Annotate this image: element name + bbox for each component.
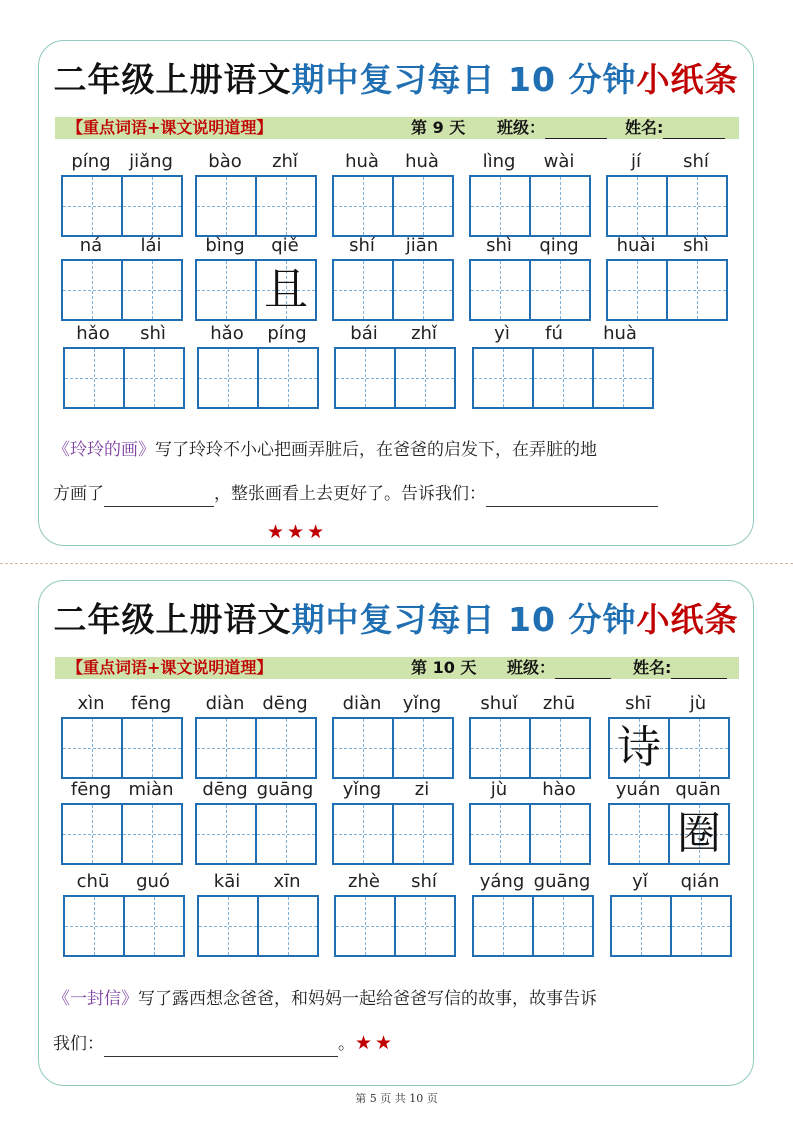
pinyin [469,151,589,173]
pinyin-syllable: quān [675,779,721,800]
pinyin [334,323,454,345]
box-char [534,349,592,407]
writing-box[interactable] [332,259,394,321]
box-char [63,261,121,319]
writing-box[interactable] [259,347,319,409]
pinyin [469,693,589,715]
box-char [471,719,529,777]
pinyin [61,151,181,173]
title-review: 期中复习每日 10 分钟 [291,600,637,639]
box-char [394,261,452,319]
writing-box[interactable] [63,347,125,409]
writing-box[interactable] [534,895,594,957]
box-char [197,805,255,863]
sentence-text: 方画了 [53,484,104,504]
class-label: 班级： [497,118,546,137]
writing-box[interactable] [123,717,183,779]
writing-box[interactable] [394,717,454,779]
box-char [534,897,592,955]
pinyin-syllable: huà [603,323,637,344]
pinyin [608,779,728,801]
pinyin-syllable: guó [136,871,170,892]
pinyin [195,151,315,173]
sentence-text: ，整张画看上去更好了。告诉我们： [214,484,486,504]
pinyin-syllable: jí [630,151,641,172]
pinyin-syllable: jù [490,779,508,800]
writing-box[interactable] [197,895,259,957]
name-label: 姓名: [633,658,672,677]
practice-card-day-9 [38,40,754,546]
pinyin-syllable: huài [616,235,656,256]
card-title [39,597,753,643]
pinyin-syllable: jù [689,693,707,714]
writing-box[interactable] [469,803,531,865]
writing-box[interactable] [670,803,730,865]
pinyin-syllable: xīn [273,871,301,892]
pinyin-syllable: dēng [202,779,248,800]
page-footer: 第 5 页 共 10 页 [355,1092,438,1105]
pinyin [606,235,726,257]
box-char [65,897,123,955]
pinyin-syllable: dēng [262,693,308,714]
box-char [63,719,121,777]
writing-box[interactable] [334,347,396,409]
section-label: 【重点词语+课文说明道理】 [67,658,273,677]
box-char [594,349,652,407]
writing-box[interactable] [469,175,531,237]
pinyin-syllable: shì [486,235,512,256]
class-blank[interactable] [545,122,607,139]
title-review: 期中复习每日 10 分钟 [291,60,637,99]
star-icon: ★★ [355,1032,396,1054]
sentence-text: 写了露西想念爸爸，和妈妈一起给爸爸写信的故事，故事告诉 [138,989,597,1009]
pinyin-syllable: xìn [77,693,105,714]
pinyin-syllable: zi [414,779,430,800]
pinyin-syllable: huà [405,151,439,172]
box-char [670,719,728,777]
card-title [39,57,753,103]
pinyin-syllable: fēng [70,779,112,800]
writing-box[interactable] [472,347,534,409]
box-char [471,805,529,863]
box-char [197,719,255,777]
pinyin-syllable: chū [76,871,110,892]
pinyin-syllable: qiě [271,235,299,256]
pinyin-syllable: píng [71,151,111,172]
pinyin-syllable: lái [140,235,162,256]
box-char [612,897,670,955]
pinyin [63,871,183,893]
box-char [474,349,532,407]
box-char [531,261,589,319]
box-char [125,349,183,407]
box-char [608,177,666,235]
pinyin-syllable: wài [543,151,575,172]
writing-box[interactable] [396,347,456,409]
pinyin-syllable: bào [208,151,242,172]
writing-box[interactable] [610,895,672,957]
box-char [259,897,317,955]
box-char [197,261,255,319]
writing-box[interactable] [257,803,317,865]
box-char [125,897,183,955]
pinyin-syllable: zhǐ [272,151,298,172]
pinyin-syllable: fú [545,323,563,344]
cut-divider [0,563,793,564]
title-note: 小纸条 [636,600,739,639]
pinyin [63,323,183,345]
pinyin [195,693,315,715]
pinyin-syllable: diàn [342,693,382,714]
name-blank[interactable] [671,662,727,679]
day-label: 第 10 天 [411,658,477,677]
sentence-text: 。 [338,1034,355,1054]
pinyin-syllable: yǐng [342,779,382,800]
book-title: 《玲玲的画》 [53,440,155,460]
lesson-sentence-line-2 [53,481,743,507]
writing-box[interactable] [259,895,319,957]
box-char [123,805,181,863]
name-blank[interactable] [663,122,725,139]
pinyin-syllable: shí [683,151,709,172]
writing-box[interactable] [668,175,728,237]
pinyin-syllable: hào [542,779,576,800]
pinyin [332,693,452,715]
pinyin-syllable: hǎo [76,323,110,344]
pinyin-syllable: yì [494,323,510,344]
pinyin [197,323,317,345]
class-label: 班级： [507,658,556,677]
box-char [471,177,529,235]
name-field[interactable] [625,117,725,139]
practice-card-day-10 [38,580,754,1086]
writing-box[interactable] [257,259,317,321]
pinyin-syllable: ná [79,235,103,256]
pinyin-syllable: miàn [128,779,174,800]
writing-box[interactable] [606,259,668,321]
pinyin-syllable: zhǐ [411,323,437,344]
pinyin [197,871,317,893]
writing-box[interactable] [123,259,183,321]
book-title: 《一封信》 [53,989,138,1009]
box-char [394,805,452,863]
writing-box[interactable] [197,347,259,409]
pinyin-syllable: shí [411,871,437,892]
pinyin-syllable: qián [680,871,720,892]
pinyin [469,235,589,257]
pinyin-syllable: yǐng [402,693,442,714]
pinyin [195,235,315,257]
box-char [471,261,529,319]
box-char: 且 [264,264,308,315]
pinyin-syllable: yuán [615,779,661,800]
pinyin-syllable: huà [345,151,379,172]
writing-box[interactable] [606,175,668,237]
writing-box[interactable] [257,717,317,779]
pinyin [61,235,181,257]
writing-box[interactable] [63,895,125,957]
box-char [197,177,255,235]
lesson-sentence-line-1 [53,437,743,463]
box-char [531,805,589,863]
box-char [394,719,452,777]
pinyin-syllable: jiǎng [129,151,173,172]
writing-box[interactable] [531,717,591,779]
pinyin-syllable: zhū [542,693,576,714]
box-char [336,349,394,407]
writing-box[interactable] [608,717,670,779]
writing-box[interactable] [61,803,123,865]
pinyin [606,151,726,173]
pinyin-syllable: shì [683,235,709,256]
pinyin [469,779,589,801]
lesson-sentence-line-2 [53,1030,743,1057]
writing-box[interactable] [394,175,454,237]
writing-box[interactable] [668,259,728,321]
writing-box[interactable] [469,259,531,321]
box-char [199,349,257,407]
pinyin [195,779,315,801]
pinyin-syllable: píng [267,323,307,344]
box-char: 诗 [617,722,661,773]
day-label: 第 9 天 [411,118,466,137]
pinyin [610,871,730,893]
box-char [334,177,392,235]
box-char [334,719,392,777]
pinyin-syllable: qing [539,235,579,256]
pinyin-syllable: jiān [405,235,439,256]
writing-box[interactable] [472,895,534,957]
box-char [396,897,454,955]
pinyin-syllable: hǎo [210,323,244,344]
writing-box[interactable] [195,175,257,237]
section-label: 【重点词语+课文说明道理】 [67,118,273,137]
name-field[interactable] [633,657,727,679]
writing-box[interactable] [396,895,456,957]
difficulty-rating [267,519,387,546]
header-bar [55,117,739,139]
box-char [334,261,392,319]
answer-blank[interactable] [486,488,658,507]
pinyin-syllable: kāi [213,871,241,892]
pinyin-syllable: zhè [348,871,380,892]
lesson-sentence-line-1 [53,986,743,1012]
writing-box[interactable] [61,717,123,779]
writing-box[interactable] [123,175,183,237]
box-char [65,349,123,407]
pinyin-syllable: diàn [205,693,245,714]
sentence-text: 我们： [53,1034,104,1054]
name-label: 姓名: [625,118,664,137]
box-char [199,897,257,955]
writing-box[interactable] [125,895,185,957]
pinyin [332,779,452,801]
box-char [396,349,454,407]
star-icon: ★★★ [267,521,328,543]
pinyin-syllable: fēng [130,693,172,714]
pinyin-syllable: shì [140,323,166,344]
box-char [531,177,589,235]
writing-box[interactable] [672,895,732,957]
pinyin-syllable: shī [625,693,651,714]
pinyin [61,693,181,715]
pinyin-syllable: lìng [482,151,516,172]
writing-box[interactable] [195,803,257,865]
title-grade: 二年级上册语文 [53,600,292,639]
writing-box[interactable] [61,259,123,321]
writing-box[interactable] [531,803,591,865]
writing-box[interactable] [594,347,654,409]
title-note: 小纸条 [636,60,739,99]
writing-box[interactable] [332,175,394,237]
pinyin-syllable: bái [350,323,378,344]
box-char [336,897,394,955]
pinyin [608,693,728,715]
writing-box[interactable] [394,259,454,321]
class-blank[interactable] [555,662,611,679]
sentence-text: 写了玲玲不小心把画弄脏后，在爸爸的启发下，在弄脏的地 [155,440,597,460]
pinyin [472,323,652,345]
box-char [610,805,668,863]
pinyin-syllable: bìng [205,235,245,256]
pinyin [332,235,452,257]
box-char [672,897,730,955]
writing-box[interactable] [670,717,730,779]
box-char [123,261,181,319]
header-bar [55,657,739,679]
title-grade: 二年级上册语文 [53,60,292,99]
writing-box[interactable] [257,175,317,237]
box-char [608,261,666,319]
pinyin [472,871,592,893]
writing-box[interactable] [332,803,394,865]
box-char [123,719,181,777]
box-char [257,719,315,777]
box-char [668,261,726,319]
box-char [531,719,589,777]
writing-box[interactable] [123,803,183,865]
box-char [668,177,726,235]
box-char: 圈 [677,808,721,859]
box-char [123,177,181,235]
pinyin-syllable: shí [349,235,375,256]
box-char [63,177,121,235]
class-field[interactable] [507,657,611,679]
pinyin-syllable: guāng [256,779,314,800]
writing-box[interactable] [332,717,394,779]
pinyin-syllable: yǐ [632,871,648,892]
answer-blank[interactable] [104,488,214,507]
box-char [257,177,315,235]
writing-box[interactable] [534,347,594,409]
pinyin [334,871,454,893]
writing-box[interactable] [61,175,123,237]
box-char [394,177,452,235]
writing-box[interactable] [608,803,670,865]
writing-box[interactable] [469,717,531,779]
class-field[interactable] [497,117,607,139]
box-char [474,897,532,955]
box-char [63,805,121,863]
writing-box[interactable] [334,895,396,957]
box-char [259,349,317,407]
writing-box[interactable] [394,803,454,865]
writing-box[interactable] [531,175,591,237]
writing-box[interactable] [531,259,591,321]
writing-box[interactable] [195,259,257,321]
pinyin [332,151,452,173]
answer-blank[interactable] [104,1038,338,1057]
box-char [257,805,315,863]
pinyin-syllable: guāng [533,871,591,892]
writing-box[interactable] [195,717,257,779]
writing-box[interactable] [125,347,185,409]
pinyin-syllable: yáng [479,871,525,892]
box-char [334,805,392,863]
pinyin-syllable: shuǐ [480,693,518,714]
pinyin [61,779,181,801]
